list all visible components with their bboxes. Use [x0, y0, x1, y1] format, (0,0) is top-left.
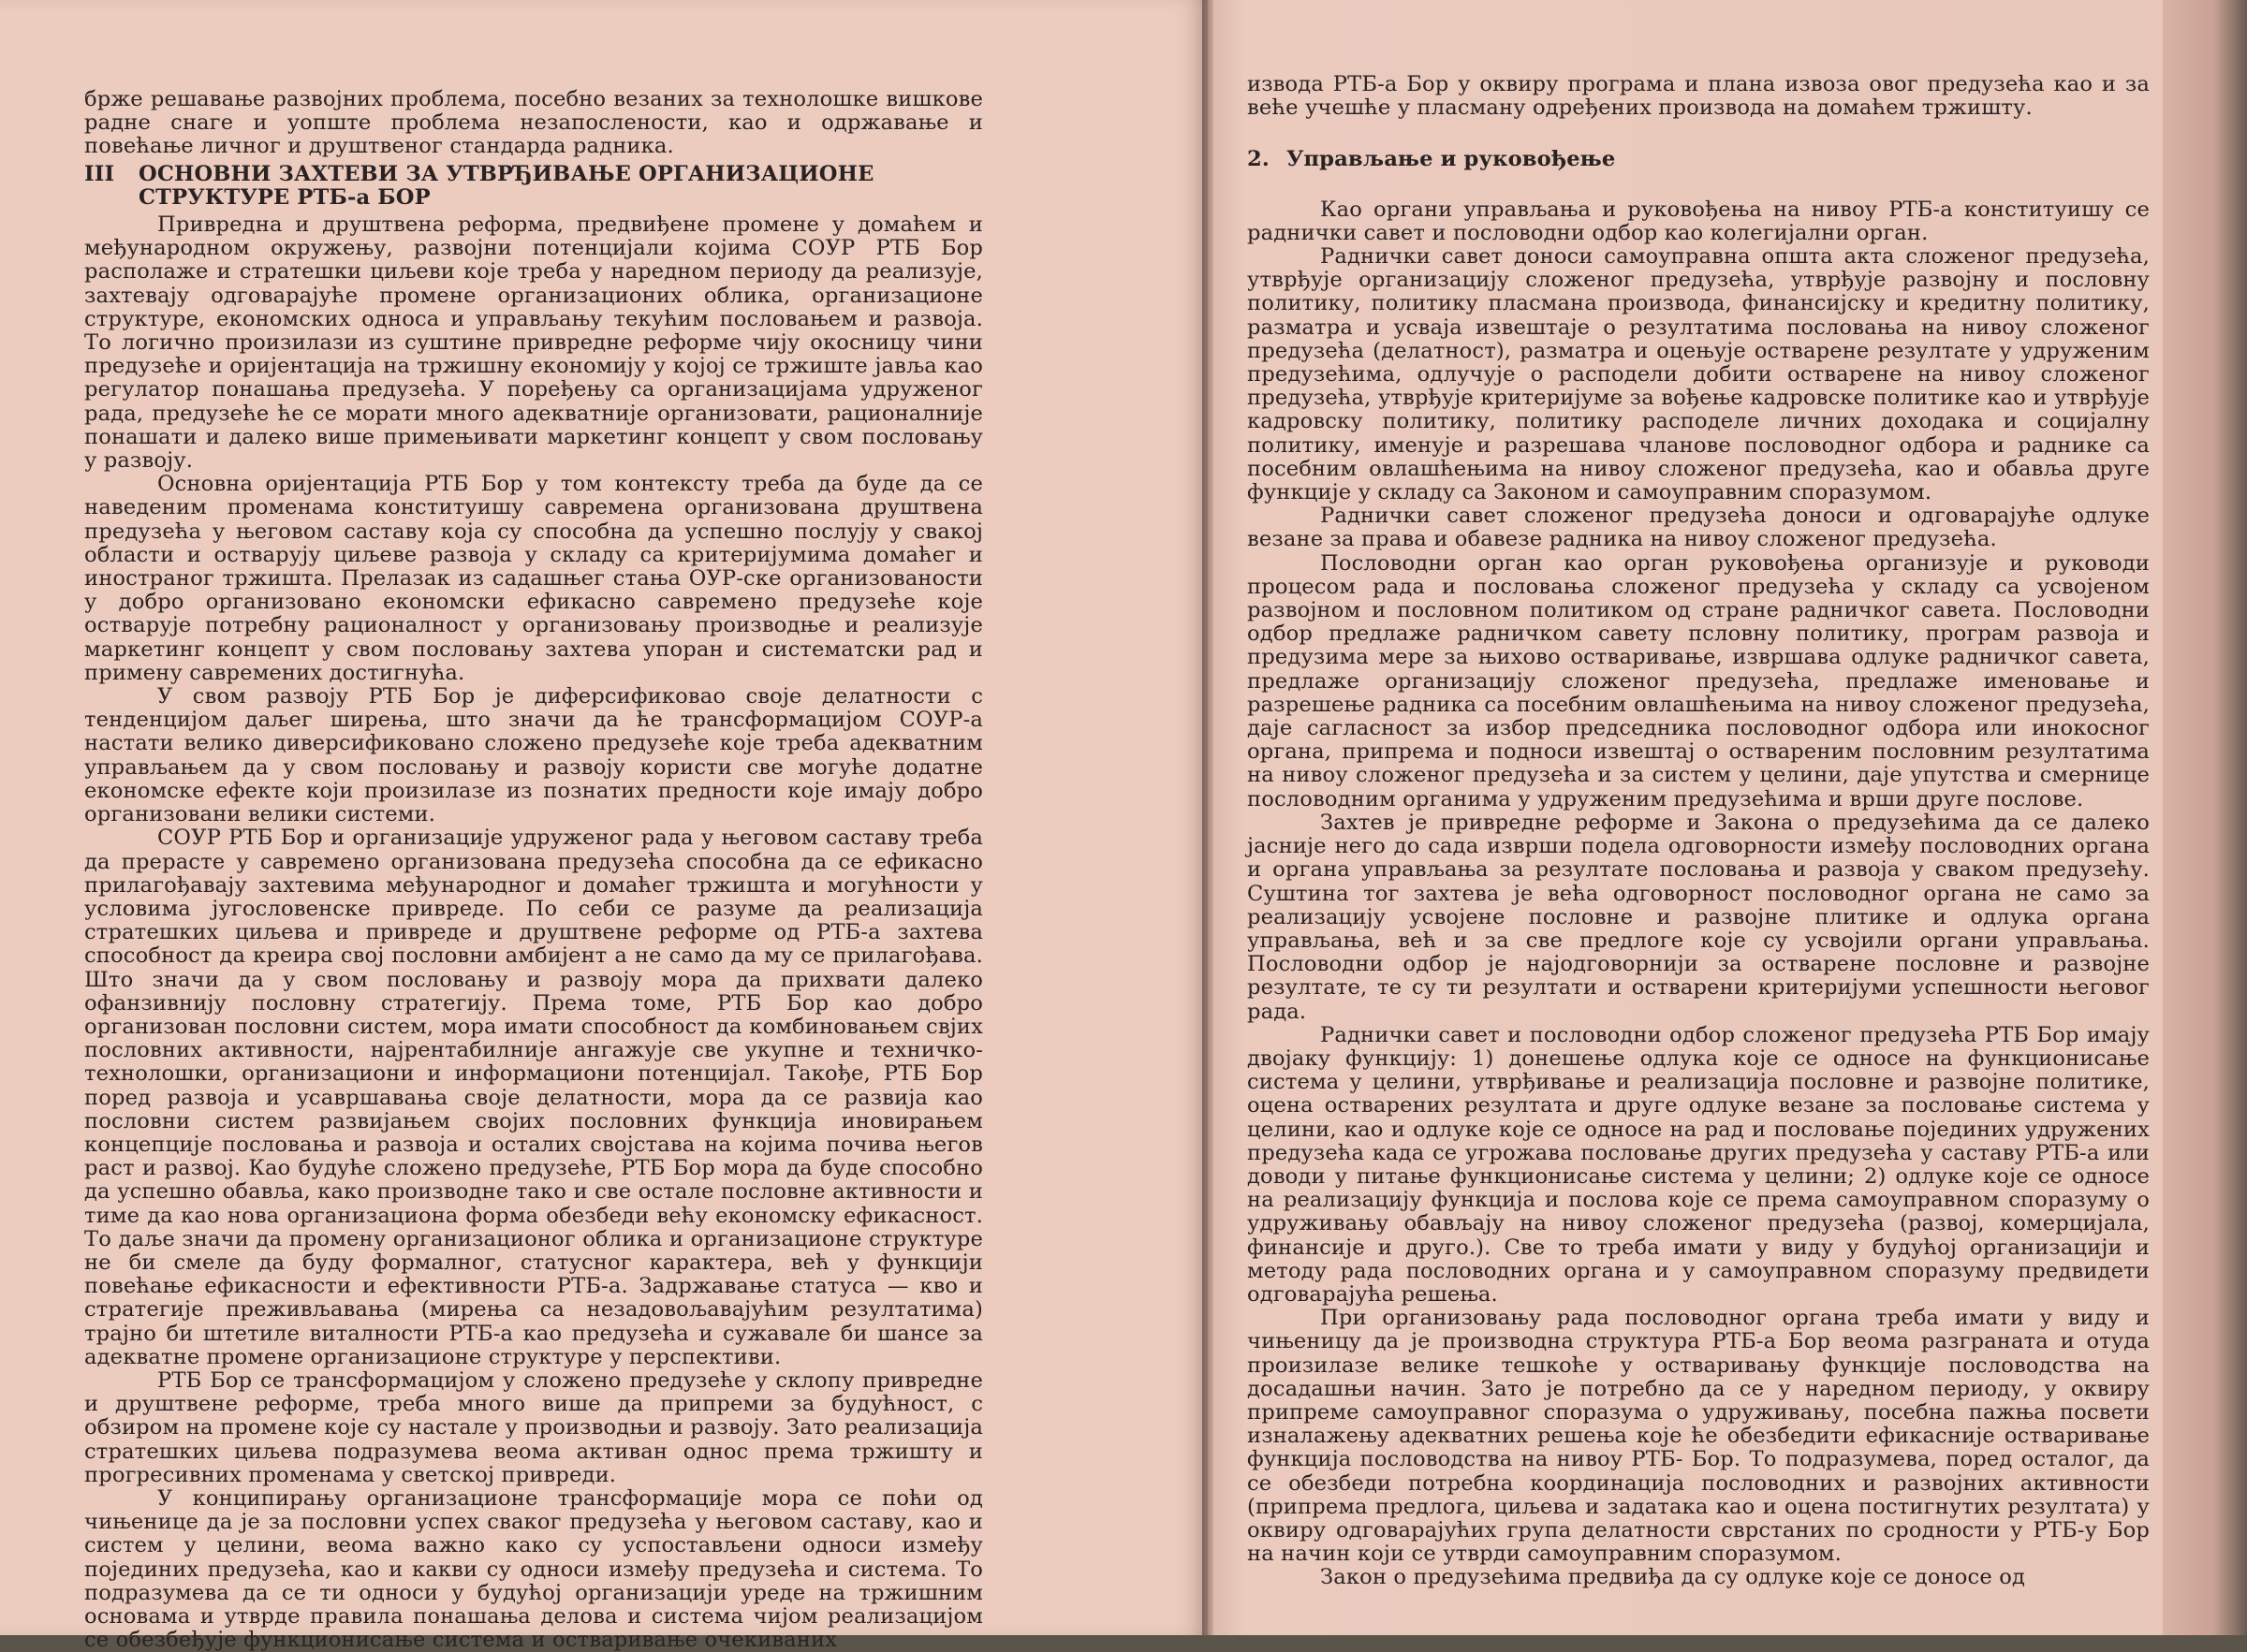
left-column-intro-paragraph: брже решавање развојних проблема, посебно везаних за технолошке вишкове радне снаге и уопште проблема незапослености, као и одржавање и повећање личног и друштвеног стандарда радника. — [84, 87, 983, 159]
section-heading-line-2: СТРУКТУРЕ РТБ-а БОР — [139, 184, 431, 210]
subsection-heading — [1247, 148, 2150, 171]
book-gutter-shadow — [1202, 0, 1213, 1635]
body-paragraph: Привредна и друштвена реформа, предвиђене промене у домаћем и међународном окружењу, развојни потенцијали којима СОУР РТБ Бор располаже и стратешки циљеви које треба у наредном периоду да реализује, захтевају одговарајуће промене организационих облика, организационе структуре, економских односа и управљању текућим пословањем и развоја. То логично произилази из суштине привредне реформе чију окосницу чини предузеће и оријентација на тржишну економију у којој се тржиште јавља као регулатор понашања предузећа. У поређењу са организацијама удруженог рада, предузеће ће се морати много адекватније организовати, рационалније понашати и далеко више примењивати маркетинг концепт у свом пословању у развоју. — [84, 212, 983, 474]
body-paragraph: Као органи управљања и руковођења на нивоу РТБ-а конституишу се раднички савет и пословодни одбор као колегијални орган. — [1247, 197, 2150, 245]
right-column-intro-paragraph: извода РТБ-а Бор у оквиру програма и плана извоза овог предузећа као и за веће учешће у пласману одређених производа на домаћем тржишту. — [1247, 72, 2150, 121]
body-paragraph: При организовању рада пословодног органа треба имати у виду и чињеницу да је производна структура РТБ-а Бор веома разграната и отуда произилазе велике тешкоће у остваривању функције пословодства на досадашњи начин. Зато је потребно да се у наредном периоду, у оквиру припреме самоуправног споразума о удруживању, посебна пажња посвети изналажењу адекватних решења које ће обезбедити ефикасније остваривање функција пословодства на нивоу РТБ- Бор. То подразумева, поред осталог, да се обезбеди потребна координација пословодних и развојних активности (припрема предлога, циљева и задатака као и оцена постигнутих резултата) у оквиру одговарајућих група делатности сврстаних по сродности у РТБ-у Бор на начин који се утврди самоуправним споразумом. — [1247, 1306, 2150, 1567]
section-heading — [84, 163, 983, 210]
body-paragraph: Основна оријентација РТБ Бор у том контексту треба да буде да се наведеним променама конституишу савремена организована друштвена предузећа у његовом саставу која су способна да успешно послују у свакој области и остварују циљеве развоја у складу са критеријумима домаћег и иностраног тржишта. Прелазак из садашњег стања ОУР-ске организованости у добро организовано економски ефикасно савремено предузеће које остварује потребну рационалност у организовању производње и реализује маркетинг концепт у свом пословању захтева упоран и систематски рад и примену савремених достигнућа. — [84, 472, 983, 685]
right-page — [1208, 0, 2247, 1635]
subsection-heading-title: Управљање и руковођење — [1286, 147, 1616, 172]
subsection-heading-number: 2. — [1247, 147, 1270, 172]
body-paragraph: Раднички савет и пословодни одбор сложеног предузећа РТБ Бор имају двојаку функцију: 1) донешење одлука које се односе на функционисање система у целини, утврђивање и реализација пословне и развојне политике, оцена остварених резултата и друге одлуке везане за пословање система у целини, као и одлуке које се односе на рад и пословање појединих удружених предузећа када се угрожава пословање других предузећа у саставу РТБ-а или доводи у питање функционисање система у целини; 2) одлуке које се односе на реализацију функција и послова које се према самоуправном споразуму о удруживању обављају на нивоу сложеног предузећа (развој, комерцијала, финансије и друго.). Све то треба имати у виду у будућој организацији и методу рада пословодних органа и у самоуправном споразуму предвидети одговарајућа решења. — [1247, 1022, 2150, 1307]
left-text-column — [84, 88, 983, 1652]
page-edge-stack — [2163, 0, 2247, 1635]
section-heading-number: III — [84, 161, 115, 186]
body-paragraph: Раднички савет сложеног предузећа доноси и одговарајуће одлуке везане за права и обавезе радника на нивоу сложеног предузећа. — [1247, 504, 2150, 552]
body-paragraph: Закон о предузећима предвиђа да су одлуке које се доносе од — [1320, 1565, 2026, 1590]
right-text-column — [1247, 73, 2150, 1590]
body-paragraph: СОУР РТБ Бор и организације удруженог рада у његовом саставу треба да прерасте у савремено организована предузећа способна да се ефикасно прилагођавају захтевима међународног и домаћег тржишта и могућности у условима југословенске привреде. По себи се разуме да реализација стратешких циљева и привреде и друштвене реформе од РТБ-а захтева способност да креира свој пословни амбијент а не само да му се прилагођава. Што значи да у свом пословању и развоју мора да прихвати далеко офанзивнију пословну стратегију. Према томе, РТБ Бор као добро организован пословни систем, мора имати способност да комбиновањем свјих пословних активности, најрентабилније ангажује све укупне и техничко-технолошки, организациони и информациони потенцијал. Такође, РТБ Бор поред развоја и усавршавања своје делатности, мора да се развија као пословни систем развијањем својих пословних функција иновирањем концепције пословања и развоја и осталих својстава на којима почива његов раст и развој. Као будуће сложено предузеће, РТБ Бор мора да буде способно да успешно обавља, како производне тако и све остале пословне активности и тиме да као нова организациона форма обезбеди већу економску ефикасност. То даље значи да промену организационог облика и организационе структуре не би смеле да буду формалног, статусног карактера, већ у функцији повећање ефикасности и ефективности РТБ-а. Задржавање статуса — кво и стратегије преживљавања (мирења са незадовољавајућим резултатима) трајно би штетиле виталности РТБ-а као предузећа и сужавале би шансе за адекватне промене организационе структуре у перспективи. — [84, 826, 983, 1369]
body-paragraph: У свом развоју РТБ Бор је диферсификовао своје делатности с тенденцијом даљег ширења, што значи да ће трансформацијом СОУР-а настати велико диверсификовано сложено предузеће које треба адекватним управљањем да у свом пословању и развоју користи све могуће додатне економске ефекте који произилазе из познатих предности које имају добро организовани велики системи. — [84, 684, 983, 827]
body-paragraph: Захтев је привредне реформе и Закона о предузећима да се далеко јасније него до сада изврши подела одговорности између пословодних органа и органа управљања за резултате пословања и развоја у сваком предузећу. Суштина тог захтева је већа одговорност пословодног органа не само за реализацију усвојене пословне и развојне плитике и одлука органа управљања, већ и за све предлоге које су усвојили органи управљања. Пословодни одбор је најодговорнији за остварене пословне и развојне резултате, те су ти резултати и остварени критеријуми успешности његовог рада. — [1247, 810, 2150, 1024]
body-paragraph: Раднички савет доноси самоуправна општа акта сложеног предузећа, утврђује организацију сложеног предузећа, утврђује развојну и пословну политику, политику пласмана производа, финансијску и кредитну политику, разматра и усваја извештаје о резултатима пословања на нивоу сложеног предузећа (делатност), разматра и оцењује остварене резултате у удруженим предузећима, одлучује о расподели добити остварене на нивоу сложеног предузећа, утврђује критеријуме за вођење кадровске политике као и утврђује кадровску политику, политику расподеле личних доходака и социјалну политику, именује и разрешава чланове пословодног одбора и раднике са посебним овлашћењима на нивоу сложеног предузећа, као и обавља друге функције у складу са Законом и самоуправним споразумом. — [1247, 244, 2150, 505]
section-heading-line-1: ОСНОВНИ ЗАХТЕВИ ЗА УТВРЂИВАЊЕ ОРГАНИЗАЦИОНЕ — [139, 161, 874, 186]
body-paragraph: Пословодни орган као орган руковођења организује и руководи процесом рада и пословања сложеног предузећа у складу са усвојеном развојном и пословном политиком од стране радничког савета. Пословодни одбор предлаже радничком савету псловну политику, програм развоја и предузима мере за њихово остваривање, извршава одлуке радничког савета, предлаже организацију сложеног предузећа, предлаже именовање и разрешење радника са посебним овлашћењима на нивоу сложеног предузећа, даје сагласност за избор председника пословодног одбора или инокосног органа, припрема и подноси извештај о оствареним пословним резултатима на нивоу сложеног предузећа и за систем у целини, даје упутства и смернице пословодним органима у удруженим предузећима и врши друге послове. — [1247, 550, 2150, 811]
body-paragraph: РТБ Бор се трансформацијом у сложено предузеће у склопу привредне и друштвене реформе, треба много више да припреми за будућност, с обзиром на промене које су настале у производњи и развоју. Зато реализација стратешких циљева подразумева веома активан однос према тржишту и прогресивних променама у светској привреди. — [84, 1367, 983, 1487]
body-paragraph: У конципирању организационе трансформације мора се поћи од чињенице да је за пословни успех сваког предузећа у његовом саставу, као и систем у целини, веома важно како су успостављени односи између појединих предузећа, као и какви су односи између предузећа и система. То подразумева да се ти односи у будућој организацији уреде на тржишним основама и утврде правила понашања делова и система чијом реализацијом се обезбеђује функционисање система и остваривање очекиваних — [84, 1485, 983, 1652]
